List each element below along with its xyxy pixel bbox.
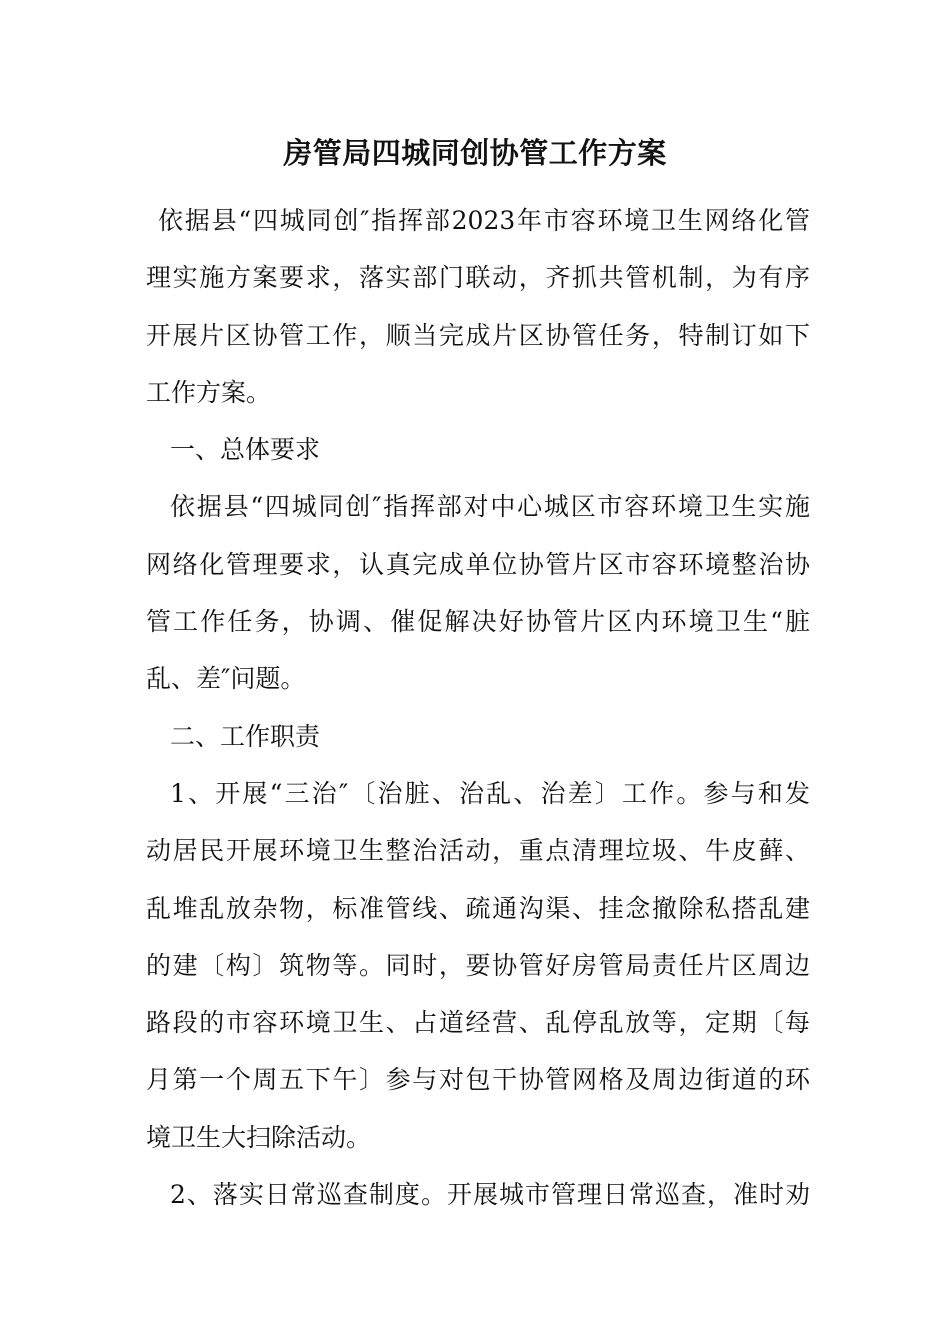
paragraph-line: 动居民开展环境卫生整治活动，重点清理垃圾、牛皮藓、: [146, 836, 810, 866]
paragraph-line: 乱、差″问题。: [146, 664, 306, 694]
paragraph-line: 网络化管理要求，认真完成单位协管片区市容环境整治协: [146, 549, 810, 579]
paragraph-line: 开展片区协管工作，顺当完成片区协管任务，特制订如下: [146, 320, 810, 350]
paragraph-line: 月第一个周五下午〕参与对包干协管网格及周边街道的环: [146, 1065, 810, 1095]
paragraph-line: 1、开展“三治″〔治脏、治乱、治差〕工作。参与和发: [170, 778, 810, 808]
paragraph-line: 的建〔构〕筑物等。同时，要协管好房管局责任片区周边: [146, 950, 810, 980]
section-heading: 一、总体要求: [170, 435, 321, 465]
document-title: 房管局四城同创协管工作方案: [283, 136, 667, 170]
paragraph-line: 理实施方案要求，落实部门联动，齐抓共管机制，为有序: [146, 263, 810, 293]
paragraph-line: 依据县“四城同创″指挥部2023年市容环境卫生网络化管: [158, 206, 810, 235]
section-heading: 二、工作职责: [170, 721, 321, 751]
document-body: [146, 192, 810, 1223]
paragraph-line: 境卫生大扫除活动。: [146, 1122, 372, 1152]
paragraph-line: 依据县“四城同创″指挥部对中心城区市容环境卫生实施: [170, 492, 810, 522]
paragraph-line: 工作方案。: [146, 377, 272, 407]
paragraph-line: 乱堆乱放杂物，标准管线、疏通沟渠、挂念撤除私搭乱建: [146, 893, 810, 923]
paragraph-line: 2、落实日常巡查制度。开展城市管理日常巡查，准时劝: [170, 1180, 810, 1210]
paragraph-line: 管工作任务，协调、催促解决好协管片区内环境卫生“脏: [146, 607, 810, 637]
paragraph-line: 路段的市容环境卫生、占道经营、乱停乱放等，定期〔每: [146, 1008, 810, 1038]
